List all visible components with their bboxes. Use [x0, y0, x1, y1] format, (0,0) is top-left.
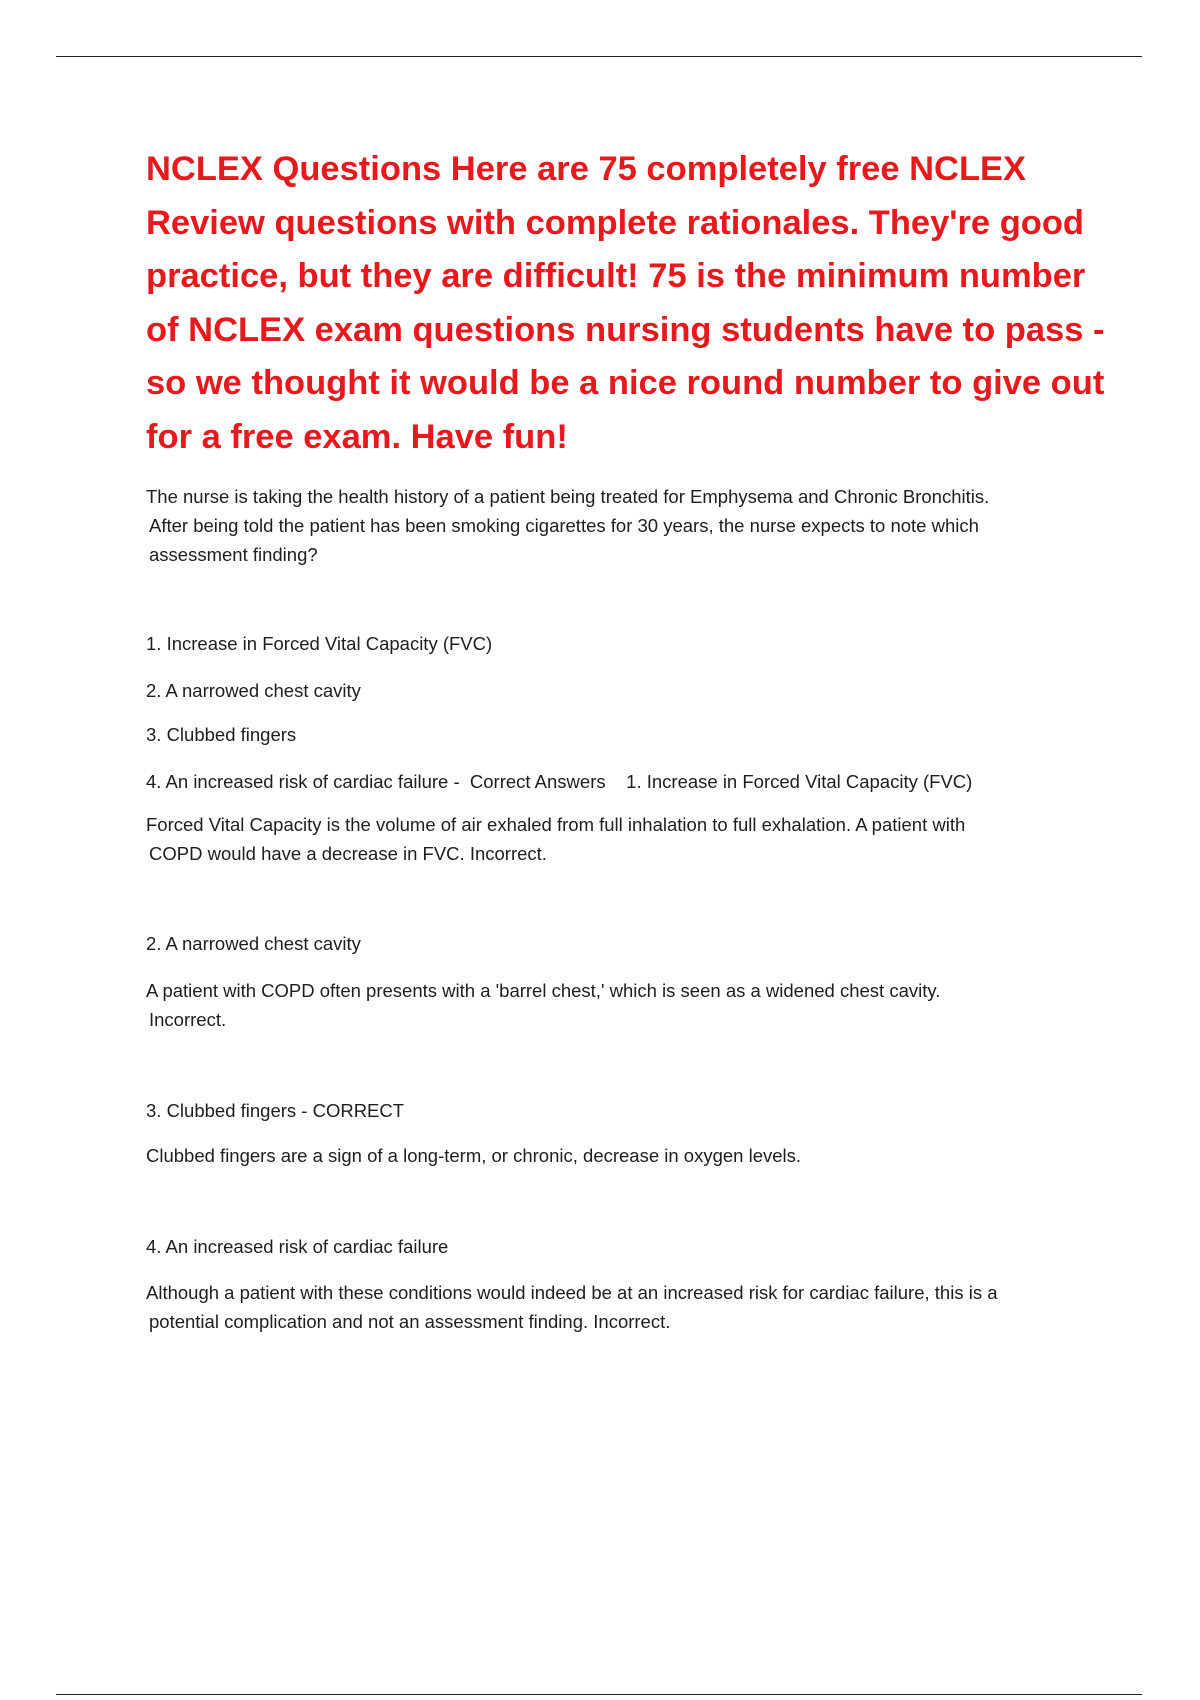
top-rule — [56, 56, 1142, 57]
rationale-line: Clubbed fingers are a sign of a long-term, or chronic, decrease in oxygen levels. — [146, 1145, 802, 1166]
rationale — [146, 1096, 1106, 1125]
document-body — [146, 143, 1106, 1332]
rationale-line: A patient with COPD often presents with a 'barrel chest,' which is seen as a widened chest cavity. — [146, 980, 941, 1001]
rationale — [146, 810, 1106, 868]
rationale — [146, 1232, 1106, 1261]
question-line: The nurse is taking the health history of a patient being treated for Emphysema and Chronic Bronchitis. — [146, 486, 990, 507]
rationale-heading: 4. An increased risk of cardiac failure — [146, 1236, 449, 1257]
answer-option: 4. An increased risk of cardiac failure - Correct Answers 1. Increase in Forced Vital Capacity (FVC) — [146, 771, 973, 792]
rationale-line: COPD would have a decrease in FVC. Incorrect. — [149, 843, 547, 864]
rationale-heading: 3. Clubbed fingers - CORRECT — [146, 1100, 405, 1121]
answer-option: 2. A narrowed chest cavity — [146, 680, 361, 701]
rationale-line: Incorrect. — [149, 1009, 227, 1030]
page-title: NCLEX Questions Here are 75 completely free NCLEX Review questions with complete rationales. They're good practice, but they are difficult! 75 is the minimum number of NCLEX exam questions nursing students have to pass - so we thought it would be a nice round number to give out for a free exam. Have fun! — [146, 150, 1105, 456]
rationale — [146, 929, 1106, 958]
question-stem — [146, 482, 1106, 569]
question-line: assessment finding? — [149, 544, 318, 565]
rationale-line: potential complication and not an assessment finding. Incorrect. — [149, 1311, 671, 1332]
question-line: After being told the patient has been smoking cigarettes for 30 years, the nurse expects to note which — [149, 515, 979, 536]
answer-options — [146, 629, 1106, 658]
bottom-rule — [56, 1694, 1142, 1695]
rationale-line: Although a patient with these conditions would indeed be at an increased risk for cardiac failure, this is a — [146, 1282, 998, 1303]
rationale-heading: 2. A narrowed chest cavity — [146, 933, 361, 954]
answer-option: 1. Increase in Forced Vital Capacity (FVC) — [146, 633, 493, 654]
rationale-line: Forced Vital Capacity is the volume of air exhaled from full inhalation to full exhalation. A patient with — [146, 814, 966, 835]
answer-option: 3. Clubbed fingers — [146, 724, 297, 745]
